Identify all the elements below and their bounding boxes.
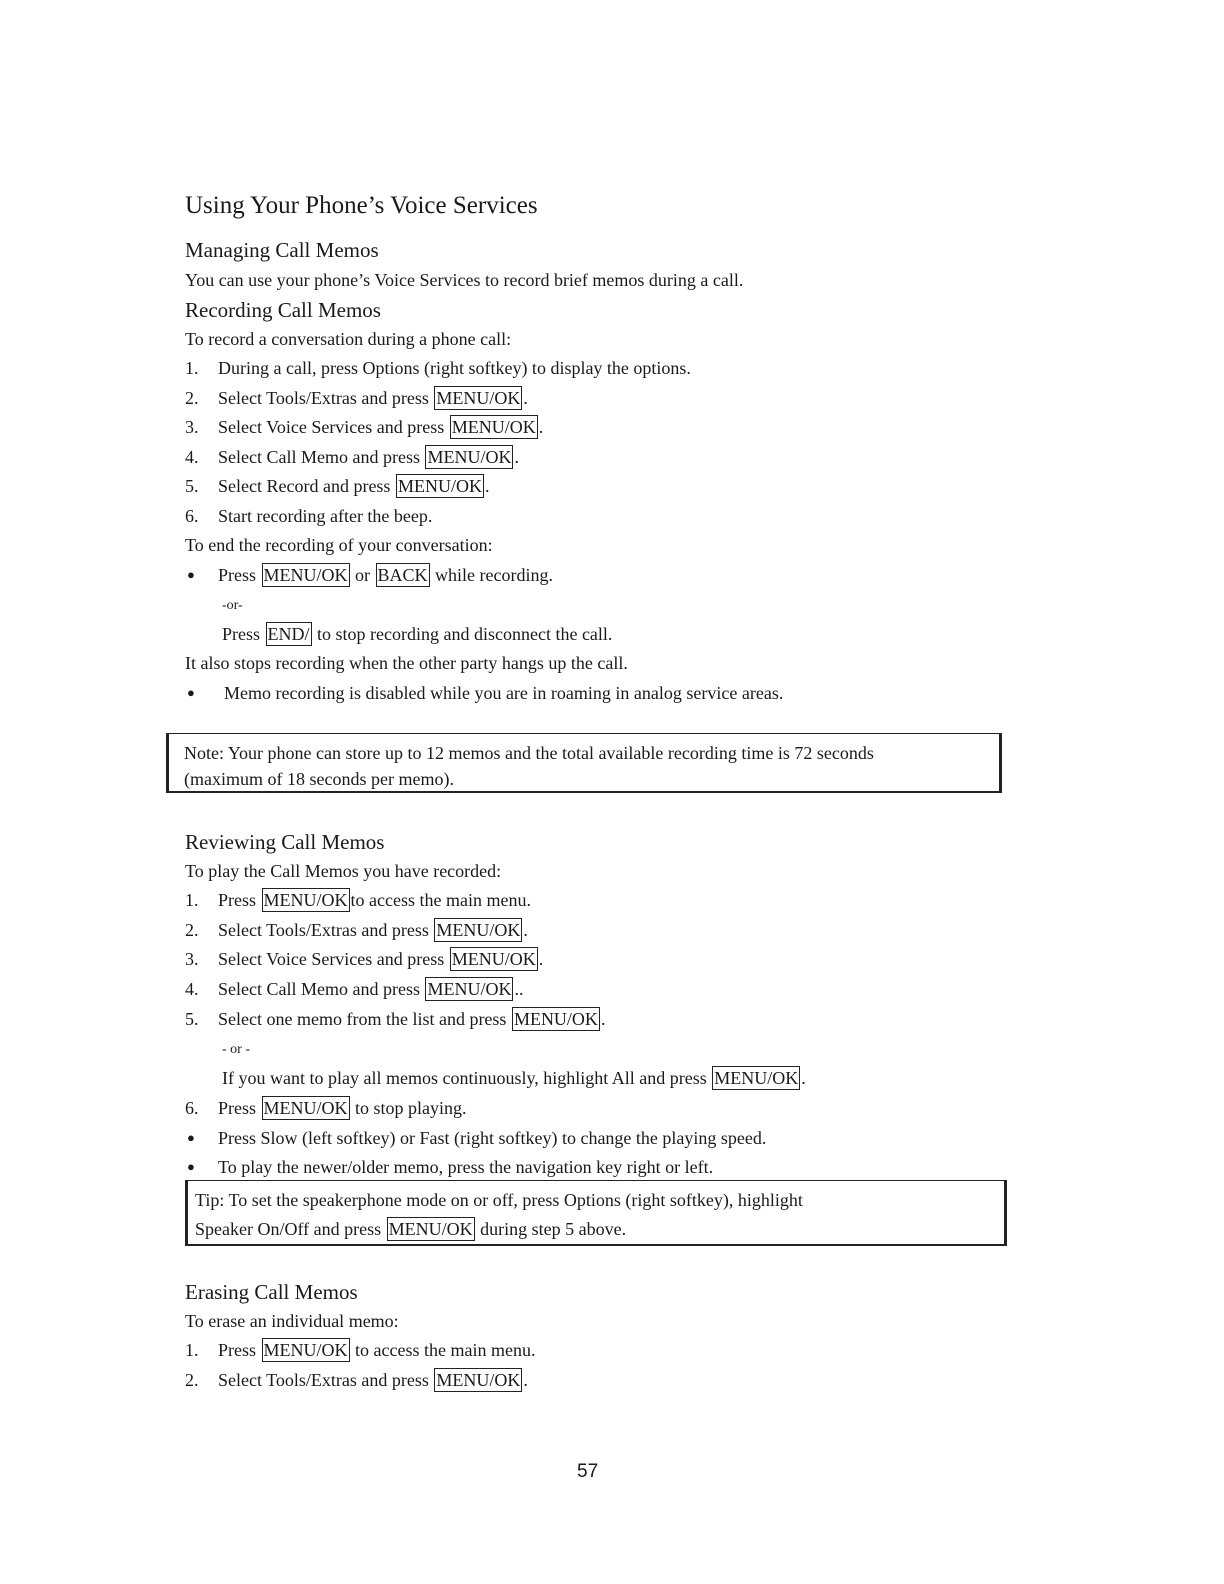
note-line-2: (maximum of 18 seconds per memo). xyxy=(184,769,454,789)
item-number: 6. xyxy=(185,1098,199,1118)
menu-ok-key: MENU/OK xyxy=(714,1068,799,1088)
item-text: Select Voice Services and press MENU/OK . xyxy=(218,417,544,437)
item-number: 3. xyxy=(185,417,199,437)
reviewing-intro: To play the Call Memos you have recorded: xyxy=(185,861,502,881)
note-line-1: Note: Your phone can store up to 12 memos and the total available recording time is 72 seconds xyxy=(184,743,874,763)
bullet-icon: ● xyxy=(187,1130,195,1145)
item-text: Select one memo from the list and press MENU/OK . xyxy=(218,1009,606,1029)
item-text: Select Tools/Extras and press MENU/OK . xyxy=(218,920,528,940)
item-text: Select Tools/Extras and press MENU/OK . xyxy=(218,388,528,408)
recording-heading: Recording Call Memos xyxy=(185,298,381,322)
item-text: Select Call Memo and press MENU/OK .. xyxy=(218,979,524,999)
item-text: Press MENU/OK to access the main menu. xyxy=(218,1340,536,1360)
item-text: To play the newer/older memo, press the navigation key right or left. xyxy=(218,1157,714,1177)
menu-ok-key: MENU/OK xyxy=(388,1219,473,1239)
menu-ok-key: MENU/OK xyxy=(451,949,536,969)
menu-ok-key: MENU/OK xyxy=(263,565,348,585)
item-number: 5. xyxy=(185,476,199,496)
page-title: Using Your Phone’s Voice Services xyxy=(185,192,538,219)
bullet-icon: ● xyxy=(187,685,195,700)
item-text: During a call, press Options (right softkey) to display the options. xyxy=(218,358,691,378)
item-text: Select Tools/Extras and press MENU/OK . xyxy=(218,1370,528,1390)
menu-ok-key: MENU/OK xyxy=(436,388,521,408)
back-key: BACK xyxy=(377,565,428,585)
end-key: END/ xyxy=(267,624,310,644)
menu-ok-key: MENU/OK xyxy=(436,1370,521,1390)
menu-ok-key: MENU/OK xyxy=(427,447,512,467)
menu-ok-key: MENU/OK xyxy=(513,1009,598,1029)
recording-intro: To record a conversation during a phone call: xyxy=(185,329,512,349)
menu-ok-key: MENU/OK xyxy=(263,1098,348,1118)
managing-intro: You can use your phone’s Voice Services to record brief memos during a call. xyxy=(185,270,744,290)
item-number: 2. xyxy=(185,920,199,940)
item-text: Select Record and press MENU/OK . xyxy=(218,476,490,496)
item-number: 4. xyxy=(185,979,199,999)
item-text: Press MENU/OK or BACK while recording. xyxy=(218,565,553,585)
item-number: 2. xyxy=(185,1370,199,1390)
also-stops-text: It also stops recording when the other party hangs up the call. xyxy=(185,653,628,673)
bullet-icon: ● xyxy=(187,567,195,582)
item-text: Start recording after the beep. xyxy=(218,506,433,526)
item-number: 6. xyxy=(185,506,199,526)
item-text: Select Voice Services and press MENU/OK . xyxy=(218,949,544,969)
item-text: Press MENU/OK to access the main menu. xyxy=(218,890,531,910)
item-text: Press Slow (left softkey) or Fast (right softkey) to change the playing speed. xyxy=(218,1128,767,1148)
list-item: Press END/ to stop recording and disconnect the call. xyxy=(222,624,613,644)
item-number: 4. xyxy=(185,447,199,467)
item-number: 2. xyxy=(185,388,199,408)
erasing-heading: Erasing Call Memos xyxy=(185,1280,358,1304)
tip-line-2: Speaker On/Off and press MENU/OK during step 5 above. xyxy=(195,1219,627,1239)
menu-ok-key: MENU/OK xyxy=(451,417,536,437)
erasing-intro: To erase an individual memo: xyxy=(185,1311,399,1331)
or-separator: - or - xyxy=(222,1042,250,1057)
managing-heading: Managing Call Memos xyxy=(185,238,379,262)
bullet-icon: ● xyxy=(187,1159,195,1174)
end-recording-intro: To end the recording of your conversation: xyxy=(185,535,493,555)
menu-ok-key: MENU/OK xyxy=(397,476,482,496)
item-text: Select Call Memo and press MENU/OK . xyxy=(218,447,519,467)
menu-ok-key: MENU/OK xyxy=(427,979,512,999)
item-number: 3. xyxy=(185,949,199,969)
menu-ok-key: MENU/OK xyxy=(263,890,348,910)
item-number: 1. xyxy=(185,358,199,378)
item-number: 1. xyxy=(185,1340,199,1360)
list-item: If you want to play all memos continuously, highlight All and press MENU/OK . xyxy=(222,1068,806,1088)
item-number: 1. xyxy=(185,890,199,910)
item-text: Press MENU/OK to stop playing. xyxy=(218,1098,467,1118)
page-number: 57 xyxy=(577,1461,599,1482)
item-number: 5. xyxy=(185,1009,199,1029)
menu-ok-key: MENU/OK xyxy=(436,920,521,940)
tip-line-1: Tip: To set the speakerphone mode on or off, press Options (right softkey), highlight xyxy=(195,1190,803,1210)
menu-ok-key: MENU/OK xyxy=(263,1340,348,1360)
or-separator: -or- xyxy=(222,598,243,613)
item-text: Memo recording is disabled while you are in roaming in analog service areas. xyxy=(224,683,784,703)
reviewing-heading: Reviewing Call Memos xyxy=(185,830,385,854)
